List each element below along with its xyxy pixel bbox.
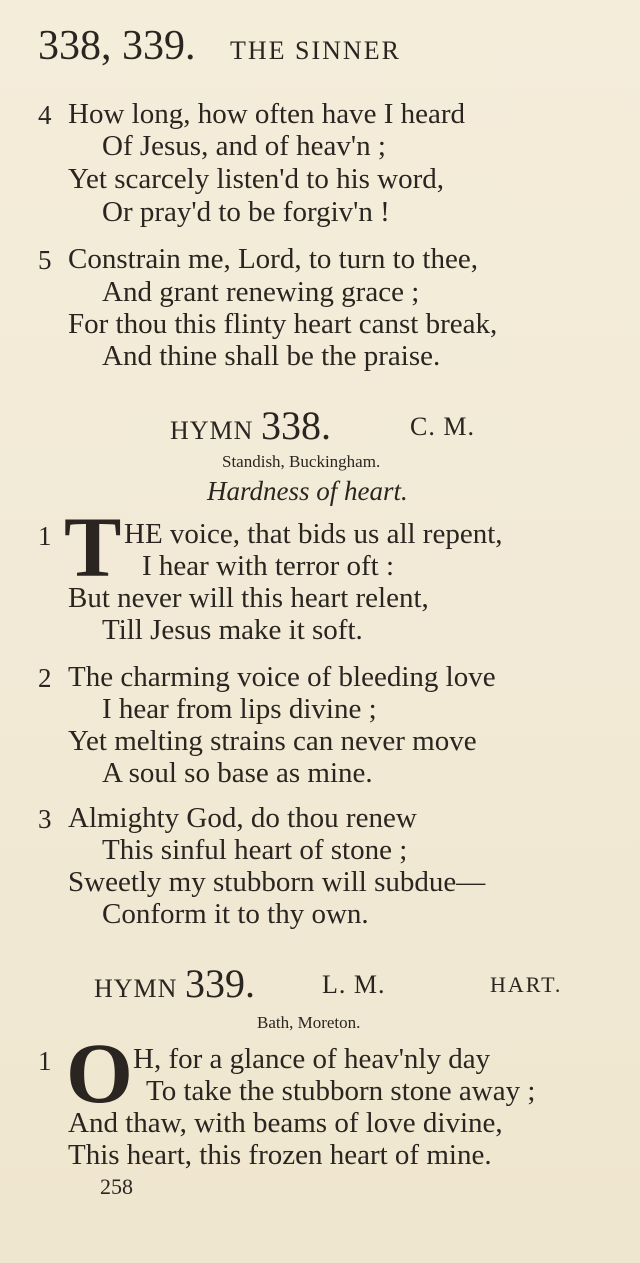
verse-number: 3 <box>38 804 52 834</box>
hymn-author: HART. <box>490 972 563 997</box>
verse-number: 1 <box>38 1046 52 1076</box>
verse-line: Or pray'd to be forgiv'n ! <box>102 196 390 228</box>
page-header-numbers: 338, 339. <box>38 23 196 69</box>
verse-line: I hear with terror oft : <box>142 550 395 582</box>
verse-line: This sinful heart of stone ; <box>102 834 408 866</box>
verse-line: For thou this flinty heart canst break, <box>68 308 498 340</box>
hymn-heading <box>94 960 255 1007</box>
verse-line: The charming voice of bleeding love <box>68 661 496 693</box>
verse-line: Yet melting strains can never move <box>68 725 477 757</box>
drop-cap: T <box>64 499 122 595</box>
verse-line: HE voice, that bids us all repent, <box>124 518 503 550</box>
verse-line: Of Jesus, and of heav'n ; <box>102 130 386 162</box>
verse-line: To take the stubborn stone away ; <box>146 1075 536 1107</box>
verse-number: 5 <box>38 245 52 275</box>
hymn-tunes: Standish, Buckingham. <box>222 452 381 471</box>
verse-line: But never will this heart relent, <box>68 582 429 614</box>
verse-line: How long, how often have I heard <box>68 98 466 130</box>
page-header-title: THE SINNER <box>230 36 401 65</box>
verse-number: 2 <box>38 663 52 693</box>
verse-number: 1 <box>38 521 52 551</box>
hymn-subject: Hardness of heart. <box>207 476 408 506</box>
hymn-number: 338. <box>260 403 331 448</box>
verse-line: Conform it to thy own. <box>102 898 369 930</box>
hymn-label: HYMN <box>170 416 254 445</box>
verse-number: 4 <box>38 100 52 130</box>
verse-line: H, for a glance of heav'nly day <box>133 1043 491 1075</box>
verse-line: Almighty God, do thou renew <box>68 802 417 834</box>
verse-line: I hear from lips divine ; <box>102 693 377 725</box>
verse-line: Yet scarcely listen'd to his word, <box>68 163 445 195</box>
hymn-heading <box>170 402 331 449</box>
hymn-label: HYMN <box>94 974 178 1003</box>
hymn-number: 339. <box>184 961 255 1006</box>
verse-line: Till Jesus make it soft. <box>102 614 363 646</box>
page-number: 258 <box>100 1174 133 1199</box>
hymn-meter: C. M. <box>410 412 475 441</box>
hymn-tunes: Bath, Moreton. <box>257 1013 361 1032</box>
verse-line: A soul so base as mine. <box>102 757 373 789</box>
verse-line: And thine shall be the praise. <box>102 340 441 372</box>
verse-line: And grant renewing grace ; <box>102 276 420 308</box>
drop-cap: O <box>66 1025 133 1121</box>
verse-line: This heart, this frozen heart of mine. <box>68 1139 492 1171</box>
verse-line: Constrain me, Lord, to turn to thee, <box>68 243 478 275</box>
hymn-meter: L. M. <box>322 970 386 999</box>
verse-line: Sweetly my stubborn will subdue— <box>68 866 486 898</box>
verse-line: And thaw, with beams of love divine, <box>68 1107 503 1139</box>
